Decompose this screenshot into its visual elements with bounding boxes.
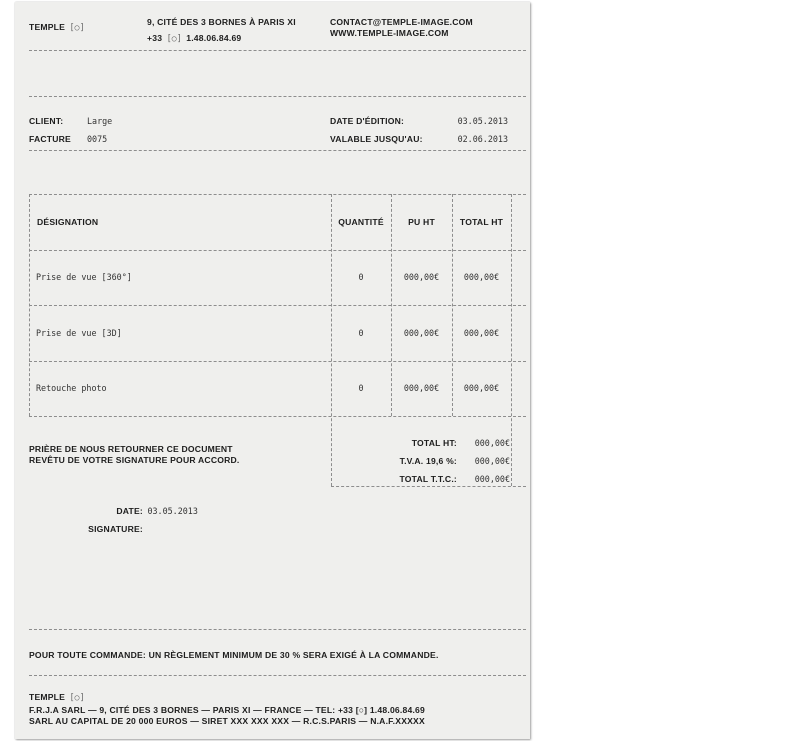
total-ttc-value: 000,00€ <box>474 474 510 484</box>
signature-block <box>29 501 198 537</box>
edition-date-value: 03.05.2013 <box>457 116 508 126</box>
divider <box>29 675 526 676</box>
header-quantity: QUANTITÉ <box>338 217 384 227</box>
valid-until-label: VALABLE JUSQU'AU: <box>330 134 423 144</box>
footer-line: SARL AU CAPITAL DE 20 000 EUROS — SIRET XXX XXX XXX — R.C.S.PARIS — N.A.F.XXXXX <box>29 716 425 726</box>
phone-prefix: +33 <box>147 33 163 43</box>
footer-brand: TEMPLE <box>29 692 66 702</box>
company-address <box>147 17 296 46</box>
row-quantity: 0 <box>358 272 364 282</box>
footer-brand-mark-icon: [○] <box>69 692 85 702</box>
client-value: Large <box>87 116 113 126</box>
row-unit-price: 000,00€ <box>403 272 440 282</box>
divider <box>29 629 526 630</box>
phone-number: 1.48.06.84.69 <box>186 33 242 43</box>
row-unit-price: 000,00€ <box>403 383 440 393</box>
invoice-number: 0075 <box>87 134 108 144</box>
row-designation: Retouche photo <box>36 383 107 393</box>
table-bottom-border <box>29 416 526 417</box>
notice-line: PRIÈRE DE NOUS RETOURNER CE DOCUMENT <box>29 444 233 454</box>
row-total: 000,00€ <box>463 328 500 338</box>
address-line: 9, CITÉ DES 3 BORNES À PARIS XI <box>147 17 296 27</box>
footer-line: F.R.J.A SARL — 9, CITÉ DES 3 BORNES — PARIS XI — FRANCE — TEL: +33 [○] 1.48.06.84.69 <box>29 705 425 715</box>
contact-website[interactable]: WWW.TEMPLE-IMAGE.COM <box>330 28 449 38</box>
totals-block <box>345 433 510 487</box>
header-total: TOTAL HT <box>459 217 504 227</box>
signature-label: SIGNATURE: <box>88 524 143 534</box>
client-label: CLIENT: <box>29 116 64 126</box>
client-info <box>29 111 112 147</box>
invoice-page <box>15 2 530 739</box>
company-contact <box>330 17 473 39</box>
divider <box>29 150 526 151</box>
table-right-border <box>511 194 512 486</box>
company-brand <box>29 17 85 35</box>
brand-name: TEMPLE <box>29 22 66 32</box>
notice-line: REVÊTU DE VOTRE SIGNATURE POUR ACCORD. <box>29 455 240 465</box>
row-quantity: 0 <box>358 383 364 393</box>
phone-mark-icon: [○] <box>166 33 182 43</box>
total-ttc-label: TOTAL T.T.C.: <box>399 474 457 484</box>
payment-conditions: POUR TOUTE COMMANDE: UN RÈGLEMENT MINIMUM DE 30 % SERA EXIGÉ À LA COMMANDE. <box>29 650 439 660</box>
invoice-label: FACTURE <box>29 134 71 144</box>
row-designation: Prise de vue [360°] <box>36 272 132 282</box>
date-info <box>330 111 508 147</box>
column-border <box>331 194 332 486</box>
row-quantity: 0 <box>358 328 364 338</box>
valid-until-value: 02.06.2013 <box>457 134 508 144</box>
contact-email[interactable]: CONTACT@TEMPLE-IMAGE.COM <box>330 17 473 27</box>
footer <box>29 687 425 727</box>
brand-mark-icon: [○] <box>69 22 85 32</box>
row-total: 000,00€ <box>463 272 500 282</box>
divider <box>29 50 526 51</box>
phone-line <box>147 28 296 46</box>
total-ht-label: TOTAL HT: <box>411 438 457 448</box>
row-designation: Prise de vue [3D] <box>36 328 122 338</box>
total-ht-value: 000,00€ <box>474 438 510 448</box>
tva-label: T.V.A. 19,6 %: <box>399 456 457 466</box>
date-value: 03.05.2013 <box>147 506 198 516</box>
header-unit-price: PU HT <box>408 217 435 227</box>
tva-value: 000,00€ <box>474 456 510 466</box>
table-left-border <box>29 194 30 416</box>
return-notice <box>29 444 240 466</box>
date-label: DATE: <box>116 506 143 516</box>
edition-date-label: DATE D'ÉDITION: <box>330 116 405 126</box>
row-unit-price: 000,00€ <box>403 328 440 338</box>
divider <box>29 96 526 97</box>
header-designation: DÉSIGNATION <box>37 217 99 227</box>
row-total: 000,00€ <box>463 383 500 393</box>
